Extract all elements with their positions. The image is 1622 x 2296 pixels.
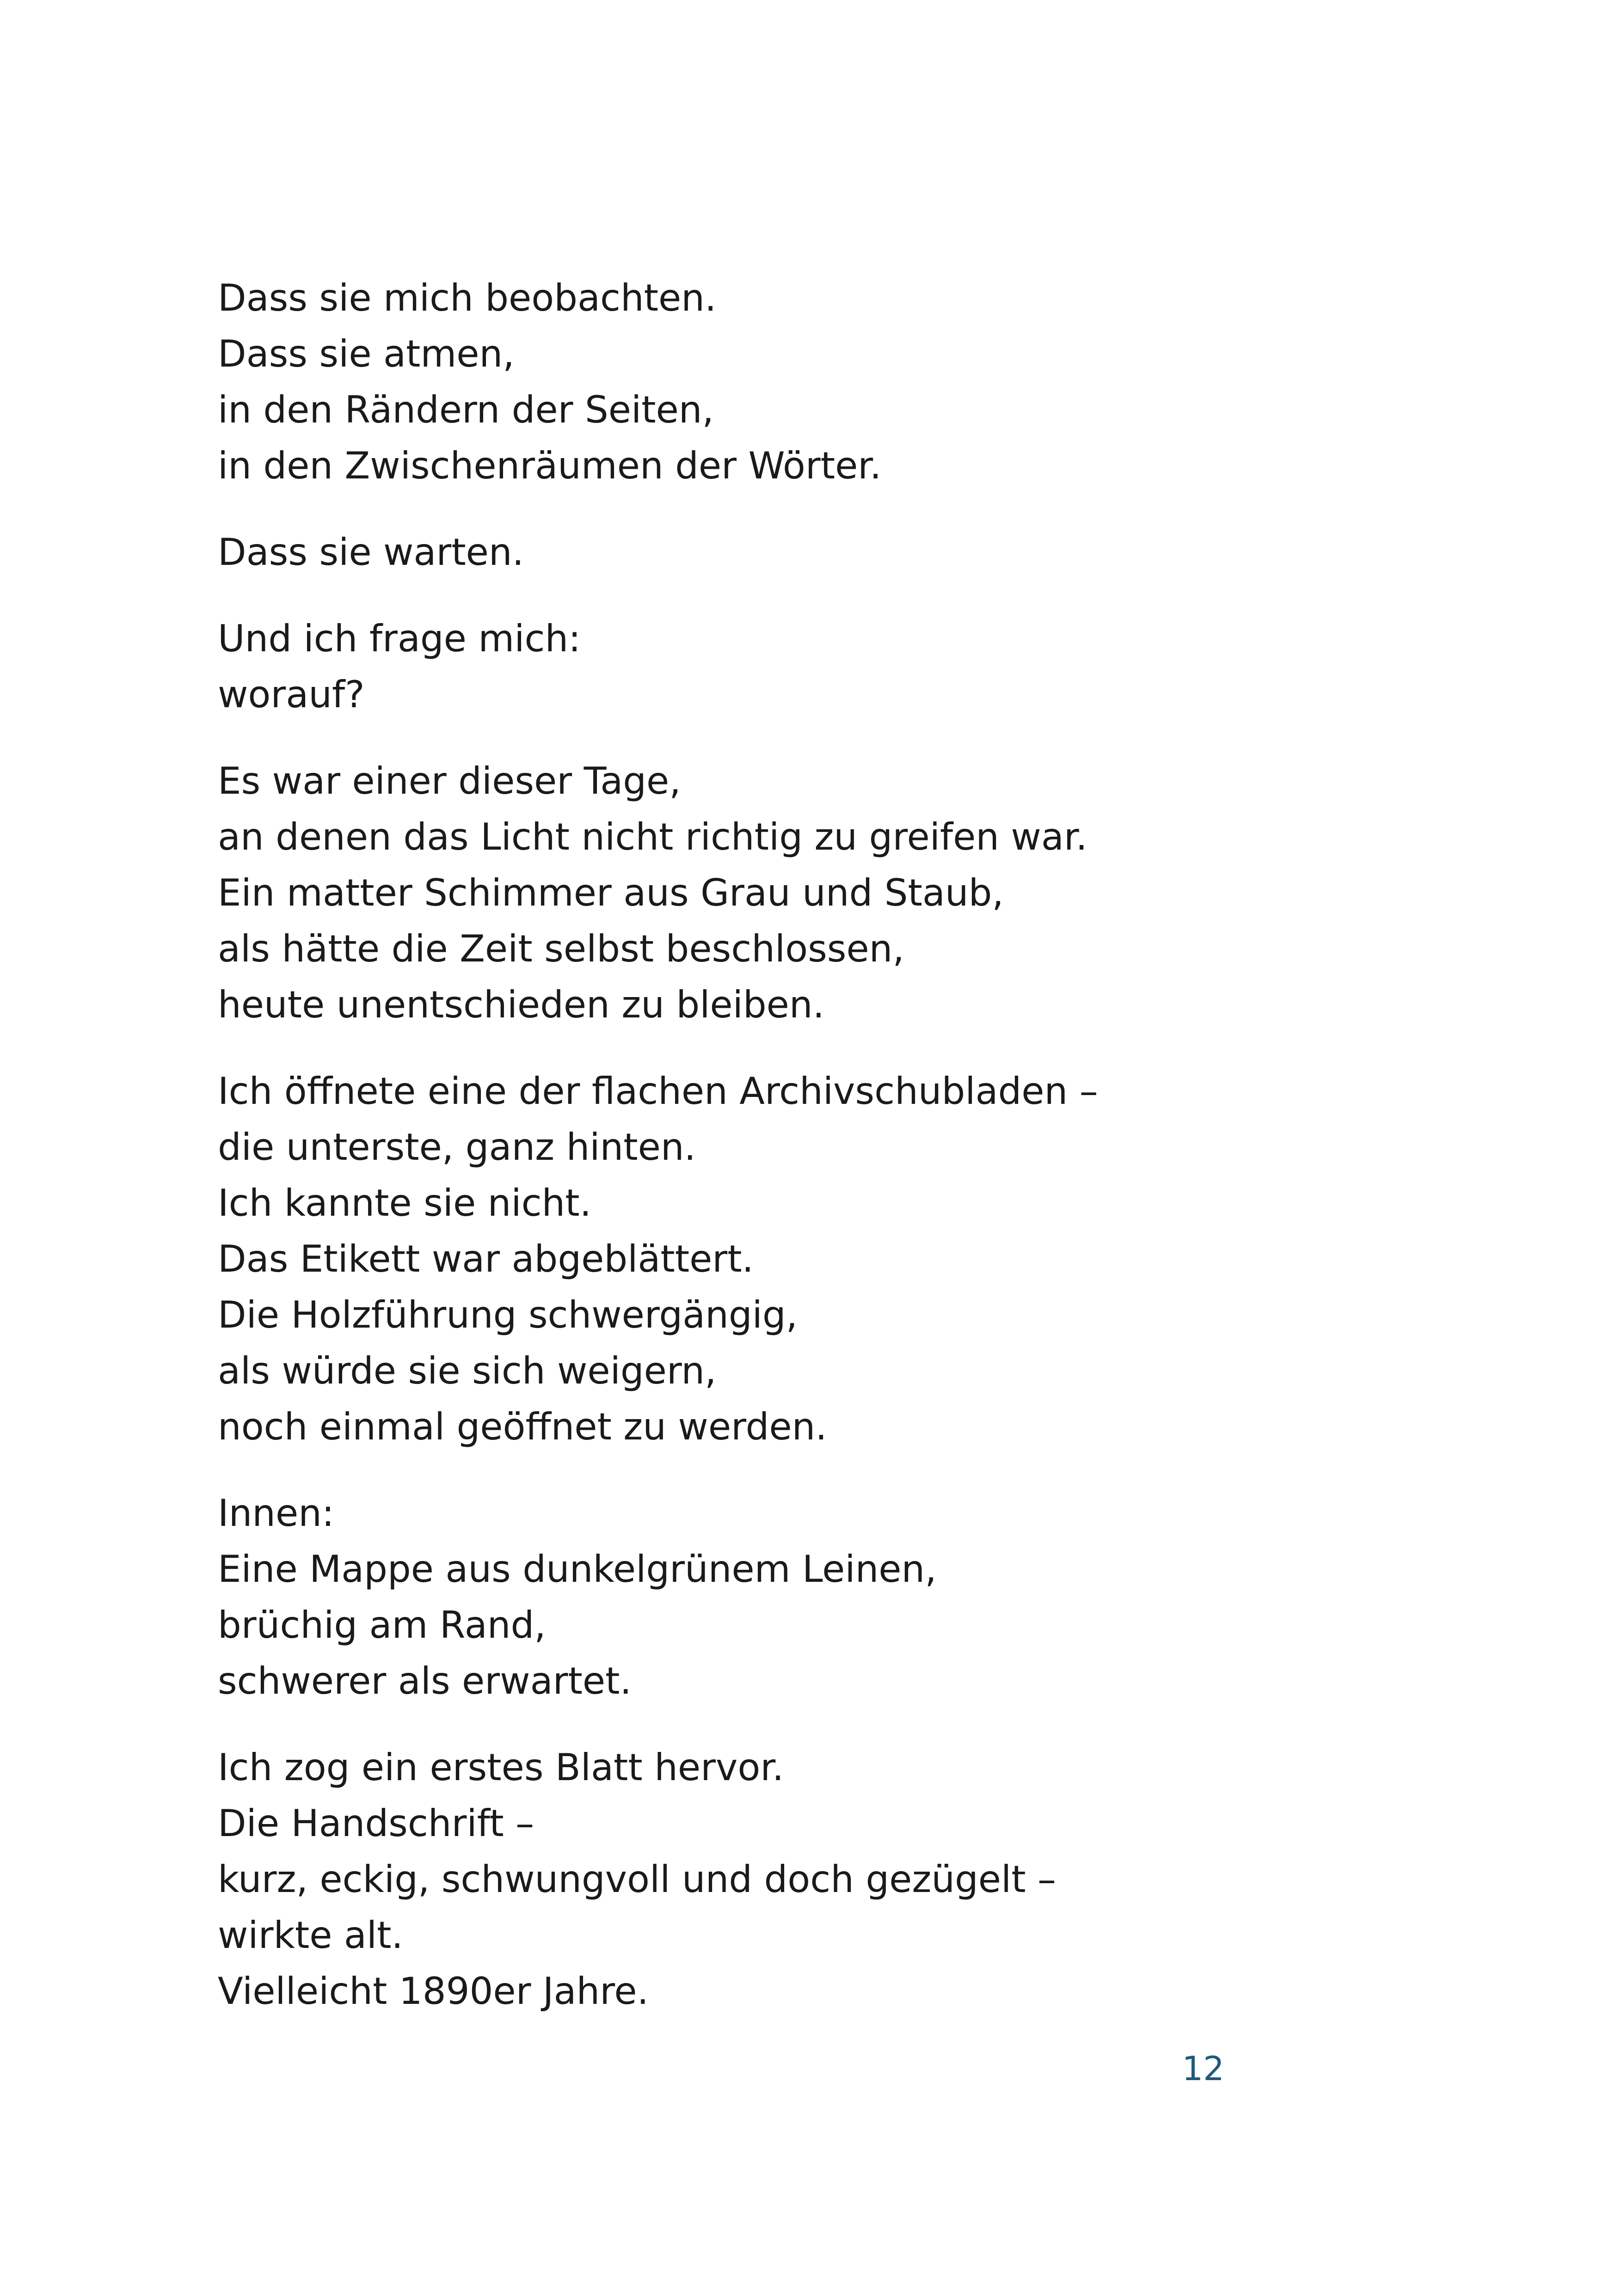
text-line: Die Holzführung schwergängig,: [218, 1293, 798, 1336]
text-line: Ich zog ein erstes Blatt hervor.: [218, 1746, 784, 1789]
text-line: Ein matter Schimmer aus Grau und Staub,: [218, 871, 1004, 914]
stanza-2: [218, 524, 1327, 580]
page-number: 12: [1182, 2049, 1224, 2088]
stanza-5: [218, 1063, 1327, 1455]
text-line: Das Etikett war abgeblättert.: [218, 1237, 754, 1280]
text-line: wirkte alt.: [218, 1914, 403, 1957]
text-line: schwerer als erwartet.: [218, 1659, 632, 1702]
text-line: Die Handschrift –: [218, 1802, 535, 1845]
text-line: die unterste, ganz hinten.: [218, 1126, 696, 1169]
text-line: in den Rändern der Seiten,: [218, 388, 714, 431]
text-line: heute unentschieden zu bleiben.: [218, 983, 824, 1026]
text-line: Innen:: [218, 1492, 334, 1535]
text-line: als hätte die Zeit selbst beschlossen,: [218, 927, 904, 970]
text-line: an denen das Licht nicht richtig zu greifen war.: [218, 815, 1087, 858]
stanza-6: [218, 1485, 1327, 1709]
text-line: Dass sie warten.: [218, 531, 524, 574]
text-line: Und ich frage mich:: [218, 617, 581, 660]
stanza-1: [218, 270, 1327, 494]
stanza-7: [218, 1739, 1327, 2019]
text-line: kurz, eckig, schwungvoll und doch gezügelt –: [218, 1858, 1057, 1901]
text-line: Dass sie atmen,: [218, 332, 515, 375]
stanza-3: [218, 611, 1327, 722]
text-line: in den Zwischenräumen der Wörter.: [218, 444, 882, 487]
text-line: Ich öffnete eine der flachen Archivschubladen –: [218, 1070, 1098, 1113]
text-line: noch einmal geöffnet zu werden.: [218, 1405, 827, 1448]
stanza-4: [218, 753, 1327, 1033]
text-line: brüchig am Rand,: [218, 1604, 546, 1647]
text-line: als würde sie sich weigern,: [218, 1349, 717, 1392]
text-line: Vielleicht 1890er Jahre.: [218, 1970, 649, 2013]
text-line: Es war einer dieser Tage,: [218, 759, 681, 802]
text-line: Ich kannte sie nicht.: [218, 1182, 592, 1225]
text-line: worauf?: [218, 673, 365, 716]
text-line: Dass sie mich beobachten.: [218, 276, 717, 319]
text-line: Eine Mappe aus dunkelgrünem Leinen,: [218, 1548, 937, 1591]
poem-text: [218, 270, 1327, 2019]
